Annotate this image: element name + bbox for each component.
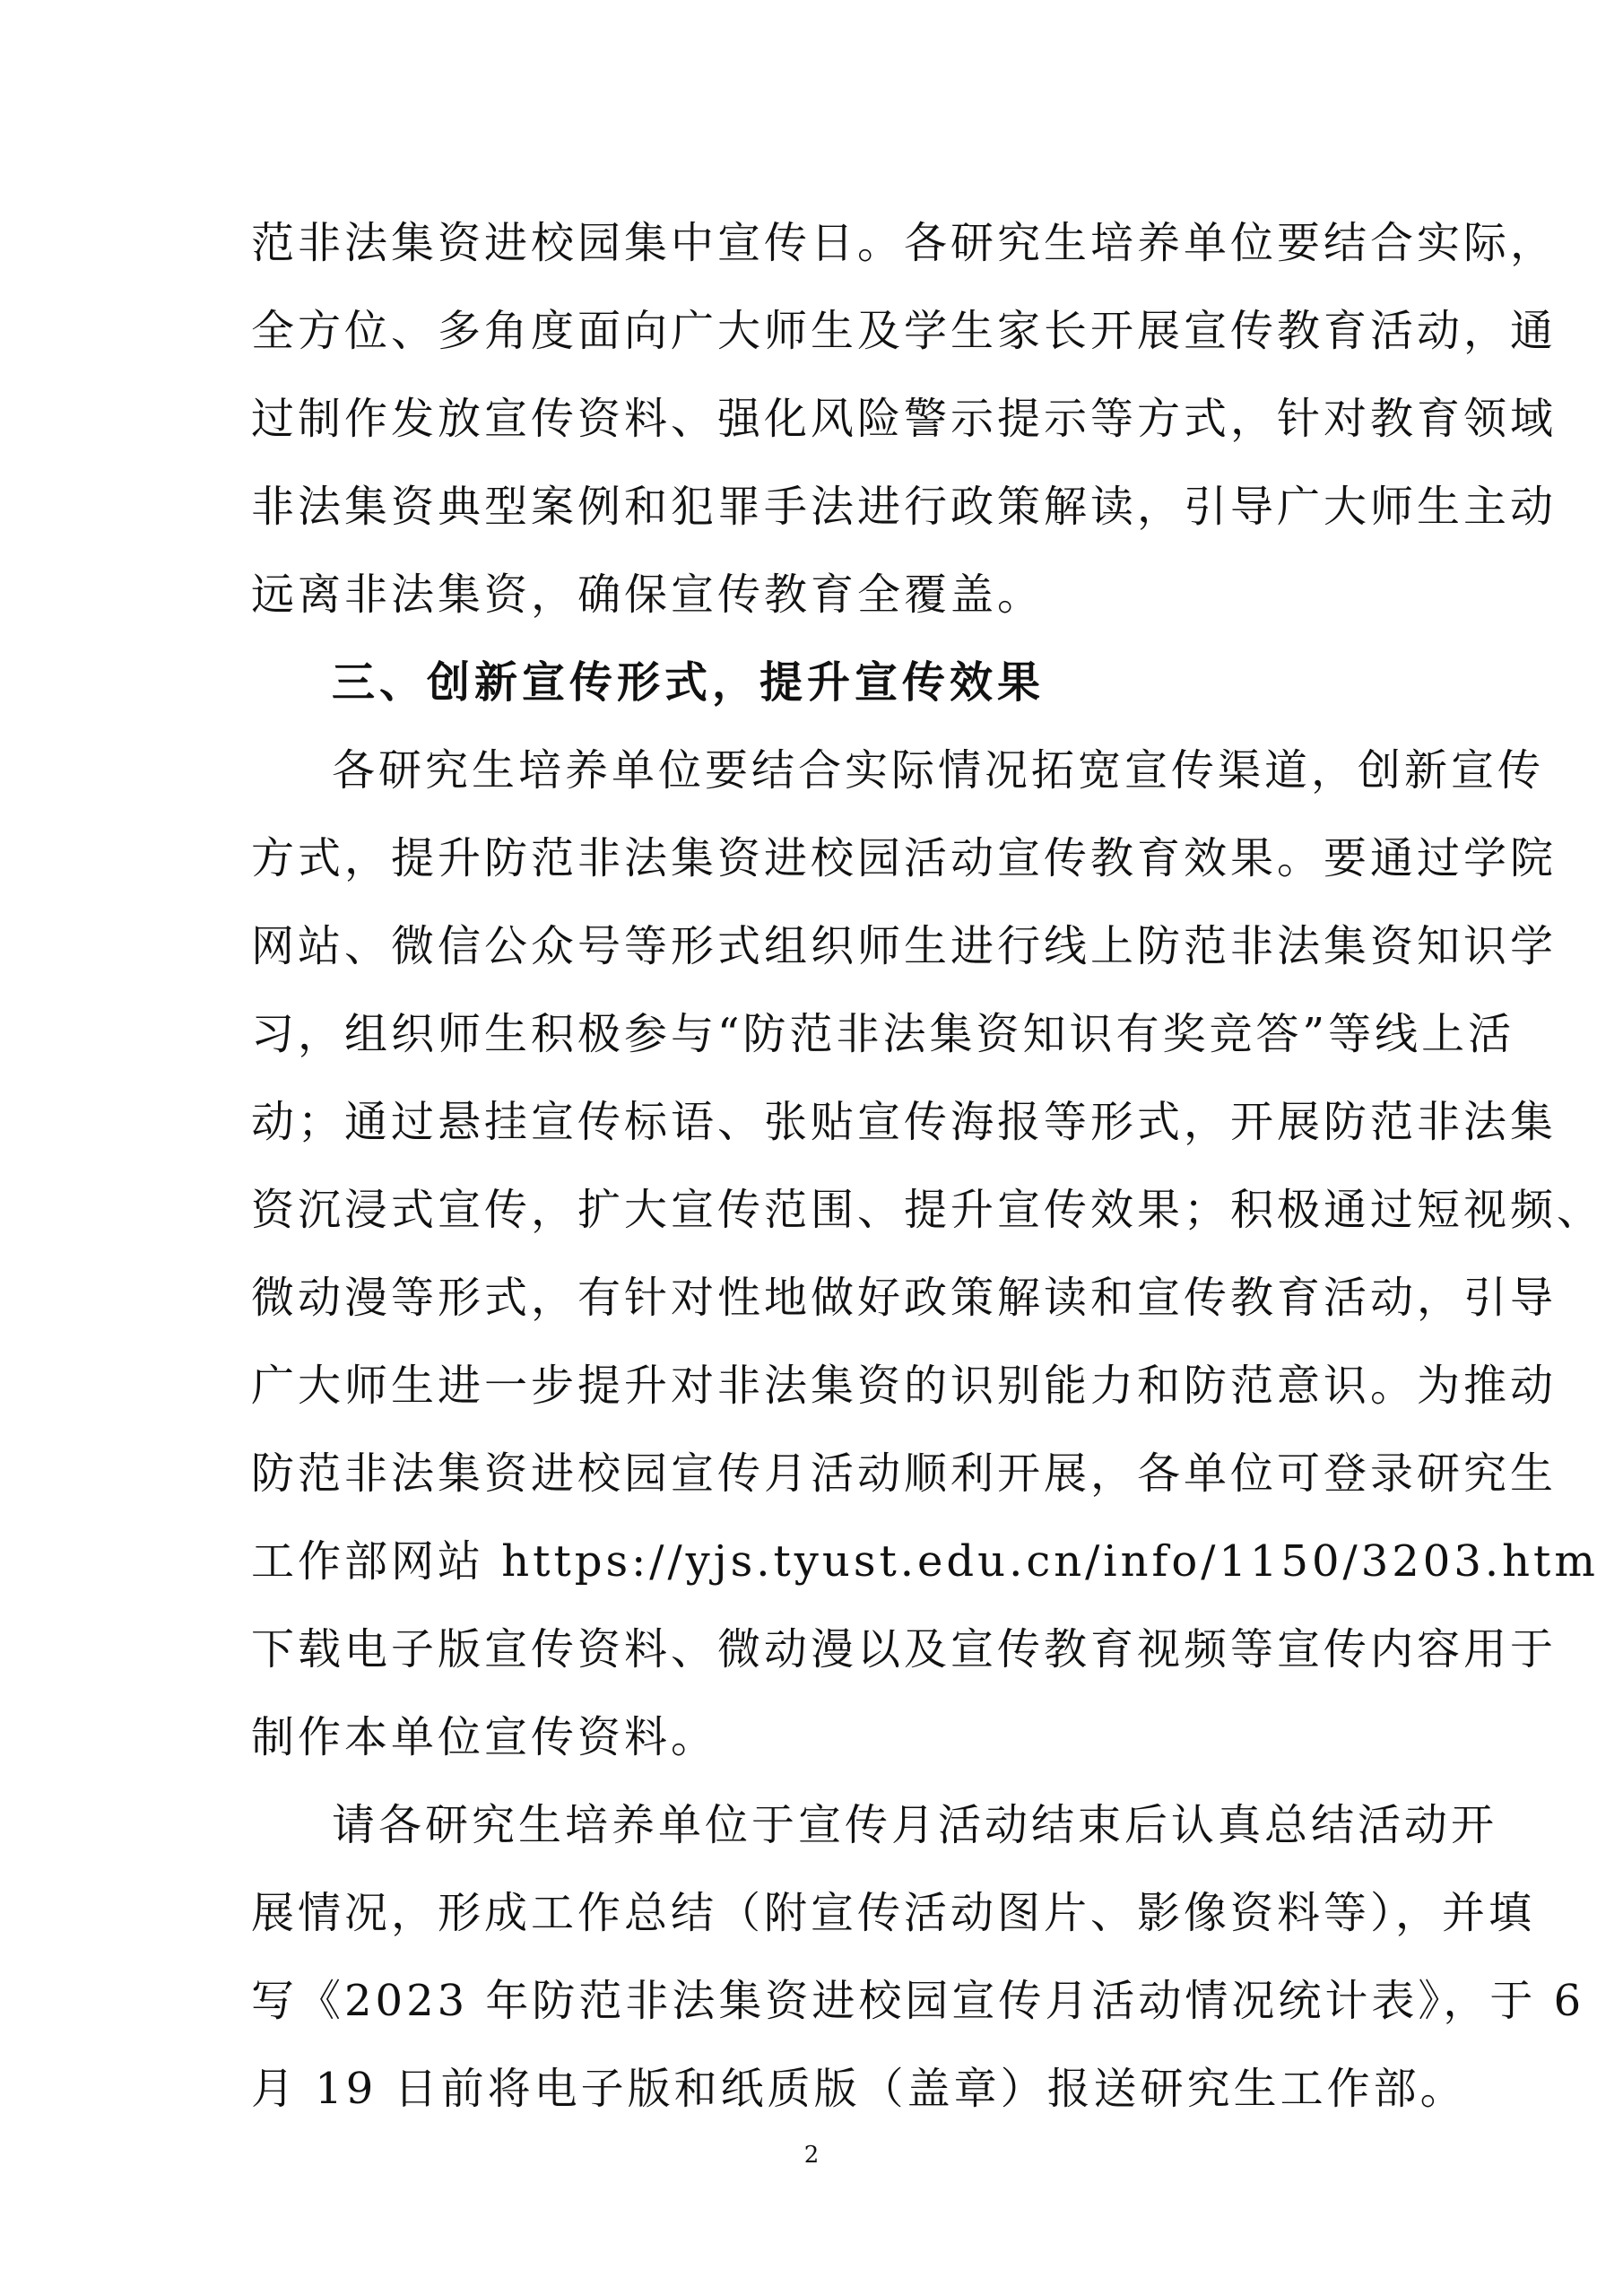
- paragraph-line: 请各研究生培养单位于宣传月活动结束后认真总结活动开: [332, 1800, 1498, 1850]
- paragraph-line: 全方位、多角度面向广大师生及学生家长开展宣传教育活动，通: [251, 306, 1558, 356]
- paragraph-line: 动；通过悬挂宣传标语、张贴宣传海报等形式，开展防范非法集: [251, 1097, 1558, 1147]
- paragraph-line: 范非法集资进校园集中宣传日。各研究生培养单位要结合实际，: [251, 218, 1558, 268]
- paragraph-line: 制作本单位宣传资料。: [251, 1712, 718, 1762]
- paragraph-line: 广大师生进一步提升对非法集资的识别能力和防范意识。为推动: [251, 1361, 1558, 1411]
- paragraph-line-with-url: 工作部网站 https://yjs.tyust.edu.cn/info/1150/3203.htm: [251, 1536, 1599, 1587]
- paragraph-line: 方式，提升防范非法集资进校园活动宣传教育效果。要通过学院: [251, 833, 1558, 883]
- paragraph-line: 过制作发放宣传资料、强化风险警示提示等方式，针对教育领域: [251, 394, 1558, 444]
- paragraph-line: 各研究生培养单位要结合实际情况拓宽宣传渠道，创新宣传: [332, 745, 1545, 796]
- paragraph-line: 写《2023 年防范非法集资进校园宣传月活动情况统计表》，于 6: [251, 1976, 1585, 2026]
- section-heading: 三、创新宣传形式，提升宣传效果: [332, 657, 1046, 708]
- paragraph-line: 远离非法集资，确保宣传教育全覆盖。: [251, 570, 1045, 620]
- paragraph-line: 下载电子版宣传资料、微动漫以及宣传教育视频等宣传内容用于: [251, 1624, 1558, 1674]
- paragraph-line: 微动漫等形式，有针对性地做好政策解读和宣传教育活动，引导: [251, 1273, 1558, 1323]
- paragraph-line: 网站、微信公众号等形式组织师生进行线上防范非法集资知识学: [251, 921, 1558, 971]
- page-number: 2: [803, 2142, 820, 2169]
- paragraph-line: 防范非法集资进校园宣传月活动顺利开展，各单位可登录研究生: [251, 1448, 1558, 1499]
- paragraph-line: 习，组织师生积极参与“防范非法集资知识有奖竞答”等线上活: [251, 1009, 1515, 1059]
- paragraph-line: 月 19 日前将电子版和纸质版（盖章）报送研究生工作部。: [251, 2064, 1467, 2114]
- paragraph-line: 展情况，形成工作总结（附宣传活动图片、影像资料等），并填: [251, 1888, 1536, 1938]
- paragraph-line: 资沉浸式宣传，扩大宣传范围、提升宣传效果；积极通过短视频、: [251, 1185, 1604, 1235]
- paragraph-line: 非法集资典型案例和犯罪手法进行政策解读，引导广大师生主动: [251, 482, 1558, 532]
